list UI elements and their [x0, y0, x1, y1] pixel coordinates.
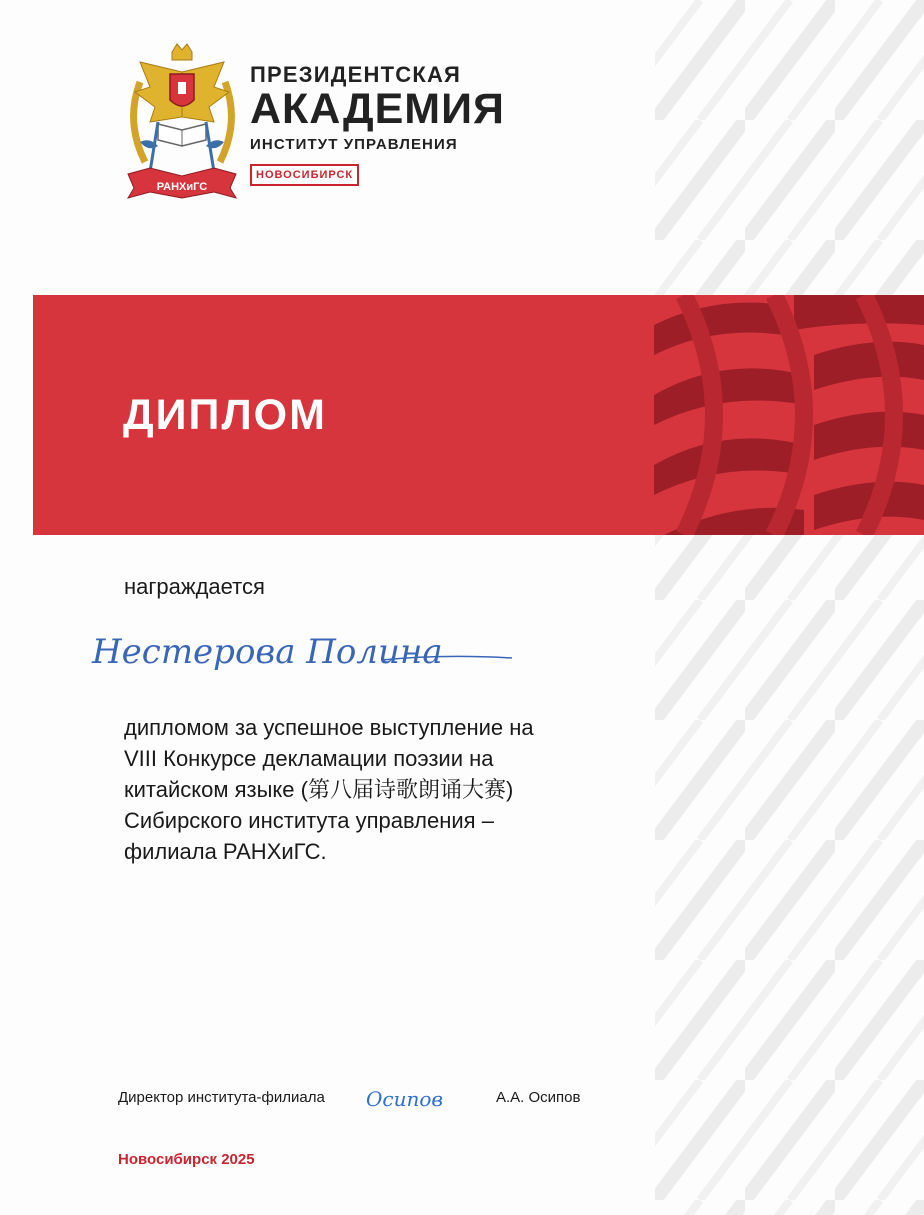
signature-text: Осипов [366, 1087, 444, 1111]
banner-diagonal-pattern [654, 295, 924, 535]
recipient-name-text: Нестерова Полина [92, 632, 443, 672]
awarded-label: награждается [124, 574, 265, 599]
award-line-4: Сибирского института управления – [124, 808, 494, 833]
logo-line-presidential: ПРЕЗИДЕНТСКАЯ [250, 62, 462, 87]
background-pattern [655, 0, 924, 1215]
logo-line-academy: АКАДЕМИЯ [250, 85, 505, 133]
award-line-3: китайском языке (第八届诗歌朗诵大赛) [124, 777, 514, 802]
academy-logo-text [250, 62, 505, 186]
award-description [124, 712, 624, 867]
director-name: А.А. Осипов [496, 1089, 581, 1106]
diploma-title: ДИПЛОМ [123, 391, 327, 439]
director-signature [362, 1080, 487, 1116]
recipient-handwritten-name [82, 608, 522, 688]
academy-emblem-logo [120, 42, 245, 202]
award-line-5: филиала РАНХиГС. [124, 839, 327, 864]
award-line-1: дипломом за успешное выступление на [124, 715, 534, 740]
city-badge: НОВОСИБИРСК [250, 164, 359, 186]
award-line-2: VIII Конкурсе декламации поэзии на [124, 746, 494, 771]
diploma-banner [33, 295, 924, 535]
logo-line-institute: ИНСТИТУТ УПРАВЛЕНИЯ [250, 136, 458, 153]
city-year: Новосибирск 2025 [118, 1151, 255, 1168]
emblem-ribbon-text: РАНХиГС [156, 181, 208, 193]
director-title: Директор института-филиала [118, 1089, 325, 1106]
